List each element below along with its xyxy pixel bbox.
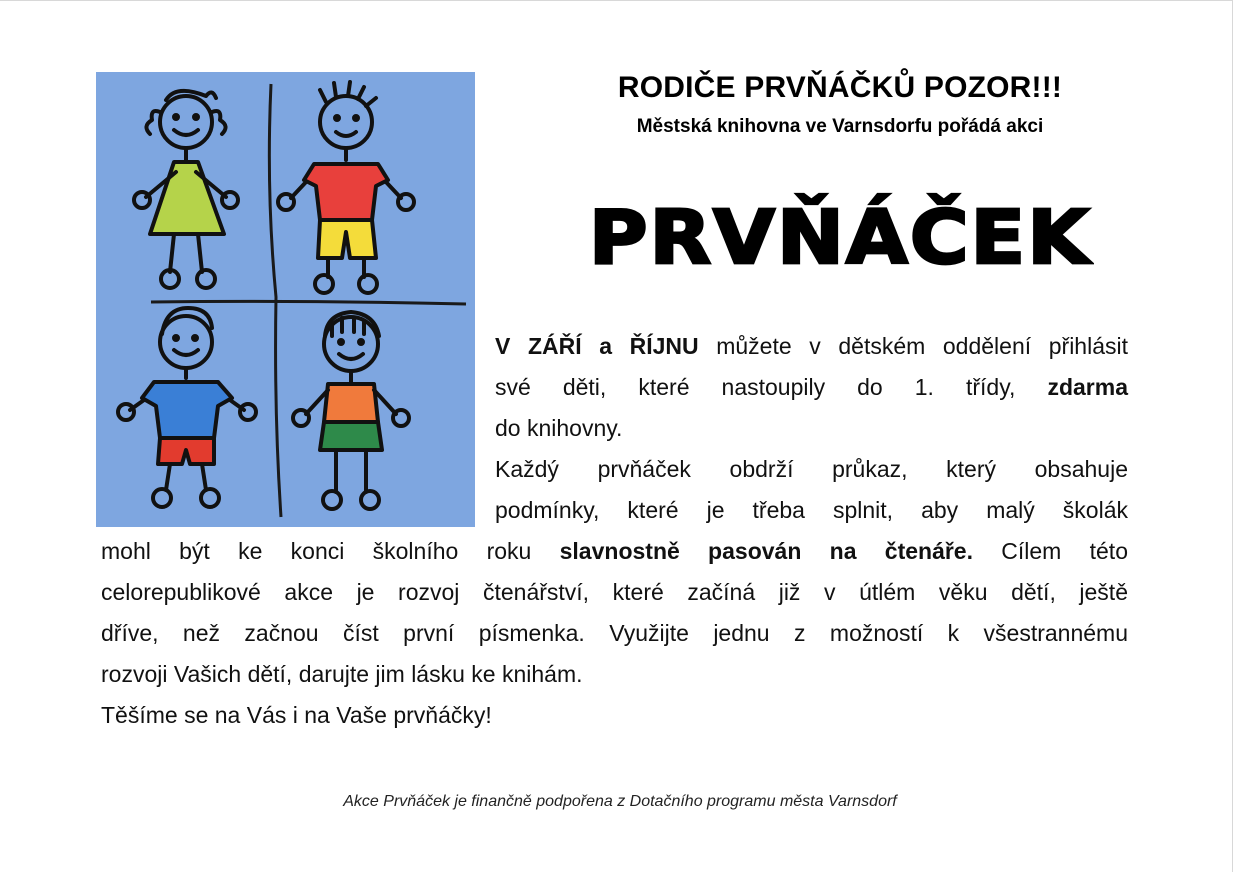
body-text: můžete v dětském oddělení přihlásit [698, 333, 1128, 359]
body-text: své děti, které nastoupily do 1. třídy, [495, 374, 1048, 400]
body-line: do knihovny. [495, 415, 623, 441]
body-bold: V ZÁŘÍ a ŘÍJNU [495, 333, 699, 359]
body-line [495, 326, 1128, 367]
body-line: rozvoji Vašich dětí, darujte jim lásku ke knihám. [101, 661, 583, 687]
body-line: celorepublikové akce je rozvoj čtenářství, které začíná již v útlém věku dětí, ještě [101, 579, 1128, 605]
body-bold: slavnostně pasován na čtenáře. [559, 538, 973, 564]
body-line [495, 367, 1128, 408]
event-title: PRVŇÁČEK [588, 194, 1092, 281]
children-drawing-icon [96, 72, 475, 527]
page-title: RODIČE PRVŇÁČKŮ POZOR!!! [617, 71, 1063, 104]
body-text: mohl být ke konci školního roku [101, 538, 560, 564]
body-text: Cílem této [973, 538, 1128, 564]
footer-note: Akce Prvňáček je finančně podpořena z Dotačního programu města Varnsdorf [343, 793, 897, 810]
subtitle: Městská knihovna ve Varnsdorfu pořádá akci [636, 116, 1044, 137]
body-line: podmínky, které je třeba splnit, aby malý školák [495, 497, 1128, 523]
body-line [101, 531, 1128, 572]
body-line: Každý prvňáček obdrží průkaz, který obsahuje [495, 456, 1128, 482]
body-line: dříve, než začnou číst první písmenka. Využijte jednu z možností k všestrannému [101, 620, 1128, 646]
body-bold: zdarma [1047, 374, 1128, 400]
body-line: Těšíme se na Vás i na Vaše prvňáčky! [101, 702, 492, 728]
